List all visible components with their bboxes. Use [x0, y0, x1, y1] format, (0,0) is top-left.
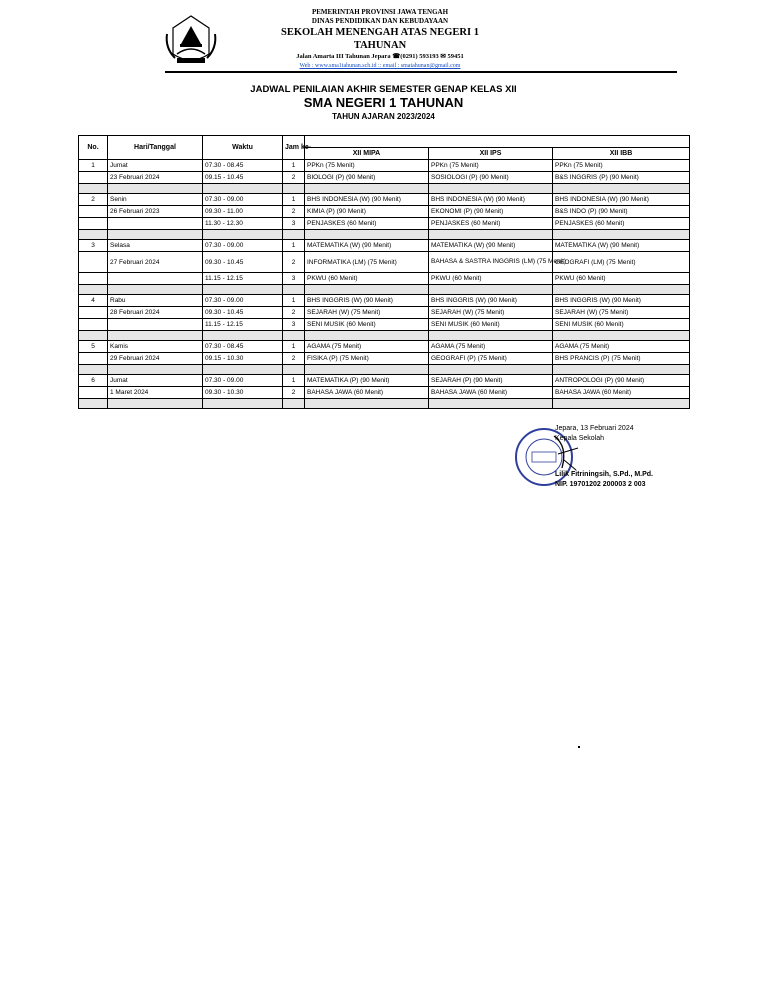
table-row: [79, 375, 690, 387]
cell-no: 6: [79, 375, 108, 387]
cell-jam: [283, 399, 305, 409]
cell-waktu: 09.30 - 10.45: [203, 252, 283, 273]
cell-jam: 1: [283, 295, 305, 307]
cell-ips: BAHASA & SASTRA INGGRIS (LM) (75 Menit): [429, 252, 553, 273]
cell-ibb: BHS INDONESIA (W) (90 Menit): [553, 194, 690, 206]
cell-waktu: 09.30 - 10.45: [203, 307, 283, 319]
cell-ibb: BHS INGGRIS (W) (90 Menit): [553, 295, 690, 307]
cell-hari: [108, 399, 203, 409]
cell-mipa: MATEMATIKA (W) (90 Menit): [305, 240, 429, 252]
cell-mipa: PKWU (60 Menit): [305, 273, 429, 285]
cell-ips: EKONOMI (P) (90 Menit): [429, 206, 553, 218]
cell-jam: [283, 331, 305, 341]
table-row: [79, 387, 690, 399]
cell-waktu: 09.30 - 11.00: [203, 206, 283, 218]
table-row: [79, 319, 690, 331]
letterhead-address: Jalan Amarta III Tahunan Jepara ☎(0291) 593193 ✉ 59451: [296, 53, 464, 60]
cell-ibb: [553, 399, 690, 409]
cell-waktu: [203, 184, 283, 194]
cell-mipa: [305, 399, 429, 409]
cell-no: [79, 206, 108, 218]
cell-mipa: SENI MUSIK (60 Menit): [305, 319, 429, 331]
cell-hari: 28 Februari 2024: [108, 307, 203, 319]
cell-jam: 1: [283, 375, 305, 387]
cell-hari: Rabu: [108, 295, 203, 307]
cell-no: [79, 365, 108, 375]
table-gap-row: [79, 285, 690, 295]
cell-jam: 3: [283, 319, 305, 331]
cell-ips: SOSIOLOGI (P) (90 Menit): [429, 172, 553, 184]
cell-mipa: [305, 184, 429, 194]
signature-block: [555, 424, 653, 490]
cell-no: 3: [79, 240, 108, 252]
cell-jam: 1: [283, 240, 305, 252]
cell-waktu: 11.30 - 12.30: [203, 218, 283, 230]
header-no: No.: [79, 136, 108, 160]
header-time: Waktu: [203, 136, 283, 160]
document-year: TAHUN AJARAN 2023/2024: [332, 112, 435, 121]
cell-mipa: KIMIA (P) (90 Menit): [305, 206, 429, 218]
cell-mipa: FISIKA (P) (75 Menit): [305, 353, 429, 365]
cell-ips: [429, 230, 553, 240]
table-row: [79, 160, 690, 172]
table-row: [79, 341, 690, 353]
header-xii-mipa: XII MIPA: [305, 148, 429, 160]
cell-waktu: [203, 399, 283, 409]
cell-ibb: PPKn (75 Menit): [553, 160, 690, 172]
cell-ips: SENI MUSIK (60 Menit): [429, 319, 553, 331]
cell-no: [79, 172, 108, 184]
cell-ips: [429, 331, 553, 341]
cell-jam: 1: [283, 341, 305, 353]
cell-ips: GEOGRAFI (P) (75 Menit): [429, 353, 553, 365]
cell-mipa: [305, 365, 429, 375]
cell-no: [79, 252, 108, 273]
table-row: [79, 172, 690, 184]
cell-ips: PPKn (75 Menit): [429, 160, 553, 172]
cell-hari: [108, 273, 203, 285]
cell-ips: MATEMATIKA (W) (90 Menit): [429, 240, 553, 252]
cell-ibb: ANTROPOLOGI (P) (90 Menit): [553, 375, 690, 387]
signature-nip: NIP. 19701202 200003 2 003: [555, 481, 646, 488]
letterhead-school-name: SEKOLAH MENENGAH ATAS NEGERI 1: [281, 27, 479, 38]
letterhead-line2: DINAS PENDIDIKAN DAN KEBUDAYAAN: [311, 17, 449, 25]
table-row: [79, 353, 690, 365]
cell-ibb: B&S INDO (P) (90 Menit): [553, 206, 690, 218]
cell-no: [79, 353, 108, 365]
cell-no: [79, 387, 108, 399]
cell-waktu: 09.15 - 10.30: [203, 353, 283, 365]
cell-hari: 23 Februari 2024: [108, 172, 203, 184]
cell-mipa: BHS INGGRIS (W) (90 Menit): [305, 295, 429, 307]
cell-jam: 3: [283, 273, 305, 285]
cell-hari: [108, 319, 203, 331]
cell-jam: [283, 365, 305, 375]
table-row: [79, 206, 690, 218]
cell-hari: [108, 218, 203, 230]
cell-no: 2: [79, 194, 108, 206]
cell-hari: [108, 230, 203, 240]
cell-waktu: 07.30 - 09.00: [203, 375, 283, 387]
cell-ibb: SEJARAH (W) (75 Menit): [553, 307, 690, 319]
cell-ibb: [553, 365, 690, 375]
cell-waktu: [203, 331, 283, 341]
cell-waktu: [203, 230, 283, 240]
cell-hari: 1 Maret 2024: [108, 387, 203, 399]
cell-ips: PKWU (60 Menit): [429, 273, 553, 285]
cell-no: 5: [79, 341, 108, 353]
table-gap-row: [79, 331, 690, 341]
cell-ips: [429, 399, 553, 409]
letterhead: [230, 8, 530, 70]
cell-mipa: BIOLOGI (P) (90 Menit): [305, 172, 429, 184]
cell-ips: [429, 365, 553, 375]
schedule-body: [79, 160, 690, 409]
cell-ibb: GEOGRAFI (LM) (75 Menit): [553, 252, 690, 273]
cell-jam: [283, 285, 305, 295]
cell-waktu: 07.30 - 09.00: [203, 295, 283, 307]
header-xii-ips: XII IPS: [429, 148, 553, 160]
cell-ibb: BAHASA JAWA (60 Menit): [553, 387, 690, 399]
header-session: Jam ke-: [283, 136, 305, 160]
cell-mipa: [305, 331, 429, 341]
table-row: [79, 194, 690, 206]
cell-jam: 1: [283, 160, 305, 172]
table-gap-row: [79, 184, 690, 194]
table-row: [79, 307, 690, 319]
header-xii-ibb: XII IBB: [553, 148, 690, 160]
cell-ibb: PKWU (60 Menit): [553, 273, 690, 285]
provincial-emblem-logo: [163, 14, 219, 66]
cell-waktu: 09.30 - 10.30: [203, 387, 283, 399]
cell-mipa: PPKn (75 Menit): [305, 160, 429, 172]
cell-jam: [283, 184, 305, 194]
cell-jam: 2: [283, 353, 305, 365]
cell-mipa: BAHASA JAWA (60 Menit): [305, 387, 429, 399]
cell-no: [79, 331, 108, 341]
table-gap-row: [79, 230, 690, 240]
cell-no: [79, 319, 108, 331]
cell-ibb: MATEMATIKA (W) (90 Menit): [553, 240, 690, 252]
cell-jam: 2: [283, 206, 305, 218]
cell-ips: PENJASKES (60 Menit): [429, 218, 553, 230]
table-row: [79, 240, 690, 252]
stray-dot: [578, 746, 580, 748]
cell-ibb: PENJASKES (60 Menit): [553, 218, 690, 230]
cell-waktu: [203, 285, 283, 295]
cell-no: 4: [79, 295, 108, 307]
cell-waktu: 07.30 - 08.45: [203, 160, 283, 172]
cell-ips: SEJARAH (P) (90 Menit): [429, 375, 553, 387]
cell-ibb: SENI MUSIK (60 Menit): [553, 319, 690, 331]
cell-mipa: AGAMA (75 Menit): [305, 341, 429, 353]
letterhead-divider: [165, 71, 677, 73]
cell-ibb: AGAMA (75 Menit): [553, 341, 690, 353]
cell-no: [79, 218, 108, 230]
cell-mipa: INFORMATIKA (LM) (75 Menit): [305, 252, 429, 273]
cell-ips: AGAMA (75 Menit): [429, 341, 553, 353]
cell-mipa: SEJARAH (W) (75 Menit): [305, 307, 429, 319]
cell-jam: 2: [283, 307, 305, 319]
table-row: [79, 295, 690, 307]
cell-ibb: BHS PRANCIS (P) (75 Menit): [553, 353, 690, 365]
cell-no: [79, 273, 108, 285]
cell-ibb: B&S INGGRIS (P) (90 Menit): [553, 172, 690, 184]
cell-hari: [108, 365, 203, 375]
cell-mipa: [305, 285, 429, 295]
cell-ips: BHS INDONESIA (W) (90 Menit): [429, 194, 553, 206]
table-row: [79, 252, 690, 273]
cell-no: [79, 307, 108, 319]
cell-ips: [429, 184, 553, 194]
cell-waktu: 09.15 - 10.45: [203, 172, 283, 184]
cell-waktu: [203, 365, 283, 375]
document-school: SMA NEGERI 1 TAHUNAN: [303, 95, 464, 110]
cell-waktu: 11.15 - 12.15: [203, 319, 283, 331]
table-gap-row: [79, 399, 690, 409]
cell-ips: SEJARAH (W) (75 Menit): [429, 307, 553, 319]
table-row: [79, 218, 690, 230]
cell-ibb: [553, 331, 690, 341]
cell-hari: Senin: [108, 194, 203, 206]
cell-no: [79, 230, 108, 240]
cell-ibb: [553, 230, 690, 240]
cell-hari: [108, 285, 203, 295]
cell-jam: 2: [283, 172, 305, 184]
cell-hari: [108, 184, 203, 194]
letterhead-line1: PEMERINTAH PROVINSI JAWA TENGAH: [311, 8, 449, 16]
letterhead-web-link[interactable]: Web : www.sma1tahunan.sch.id :: email : smatahunan@gmail.com: [299, 63, 461, 69]
header-day-date: Hari/Tanggal: [108, 136, 203, 160]
cell-mipa: [305, 230, 429, 240]
cell-waktu: 07.30 - 09.00: [203, 194, 283, 206]
cell-ibb: [553, 184, 690, 194]
cell-mipa: PENJASKES (60 Menit): [305, 218, 429, 230]
cell-hari: Kamis: [108, 341, 203, 353]
letterhead-school-name-2: TAHUNAN: [353, 40, 407, 51]
cell-hari: 27 Februari 2024: [108, 252, 203, 273]
cell-mipa: BHS INDONESIA (W) (90 Menit): [305, 194, 429, 206]
cell-no: [79, 285, 108, 295]
signature-position: Kepala Sekolah: [555, 435, 605, 442]
header-blank: [305, 136, 690, 148]
cell-ips: BAHASA JAWA (60 Menit): [429, 387, 553, 399]
document-title: JADWAL PENILAIAN AKHIR SEMESTER GENAP KELAS XII: [250, 84, 517, 95]
cell-jam: 1: [283, 194, 305, 206]
signature-name: Lilik Fitriningsih, S.Pd., M.Pd.: [555, 471, 654, 478]
cell-no: [79, 184, 108, 194]
table-row: [79, 273, 690, 285]
cell-jam: [283, 230, 305, 240]
cell-hari: [108, 331, 203, 341]
cell-ips: BHS INGGRIS (W) (90 Menit): [429, 295, 553, 307]
cell-hari: Jumat: [108, 375, 203, 387]
cell-no: 1: [79, 160, 108, 172]
exam-schedule-table: [78, 135, 690, 409]
cell-ibb: [553, 285, 690, 295]
cell-ips: [429, 285, 553, 295]
cell-mipa: MATEMATIKA (P) (90 Menit): [305, 375, 429, 387]
signature-place-date: Jepara, 13 Februari 2024: [555, 425, 634, 432]
cell-hari: 26 Februari 2023: [108, 206, 203, 218]
cell-jam: 2: [283, 387, 305, 399]
cell-hari: 29 Februari 2024: [108, 353, 203, 365]
cell-waktu: 11.15 - 12.15: [203, 273, 283, 285]
cell-hari: Jumat: [108, 160, 203, 172]
cell-hari: Selasa: [108, 240, 203, 252]
cell-no: [79, 399, 108, 409]
cell-jam: 2: [283, 252, 305, 273]
table-gap-row: [79, 365, 690, 375]
cell-waktu: 07.30 - 09.00: [203, 240, 283, 252]
cell-jam: 3: [283, 218, 305, 230]
cell-waktu: 07.30 - 08.45: [203, 341, 283, 353]
